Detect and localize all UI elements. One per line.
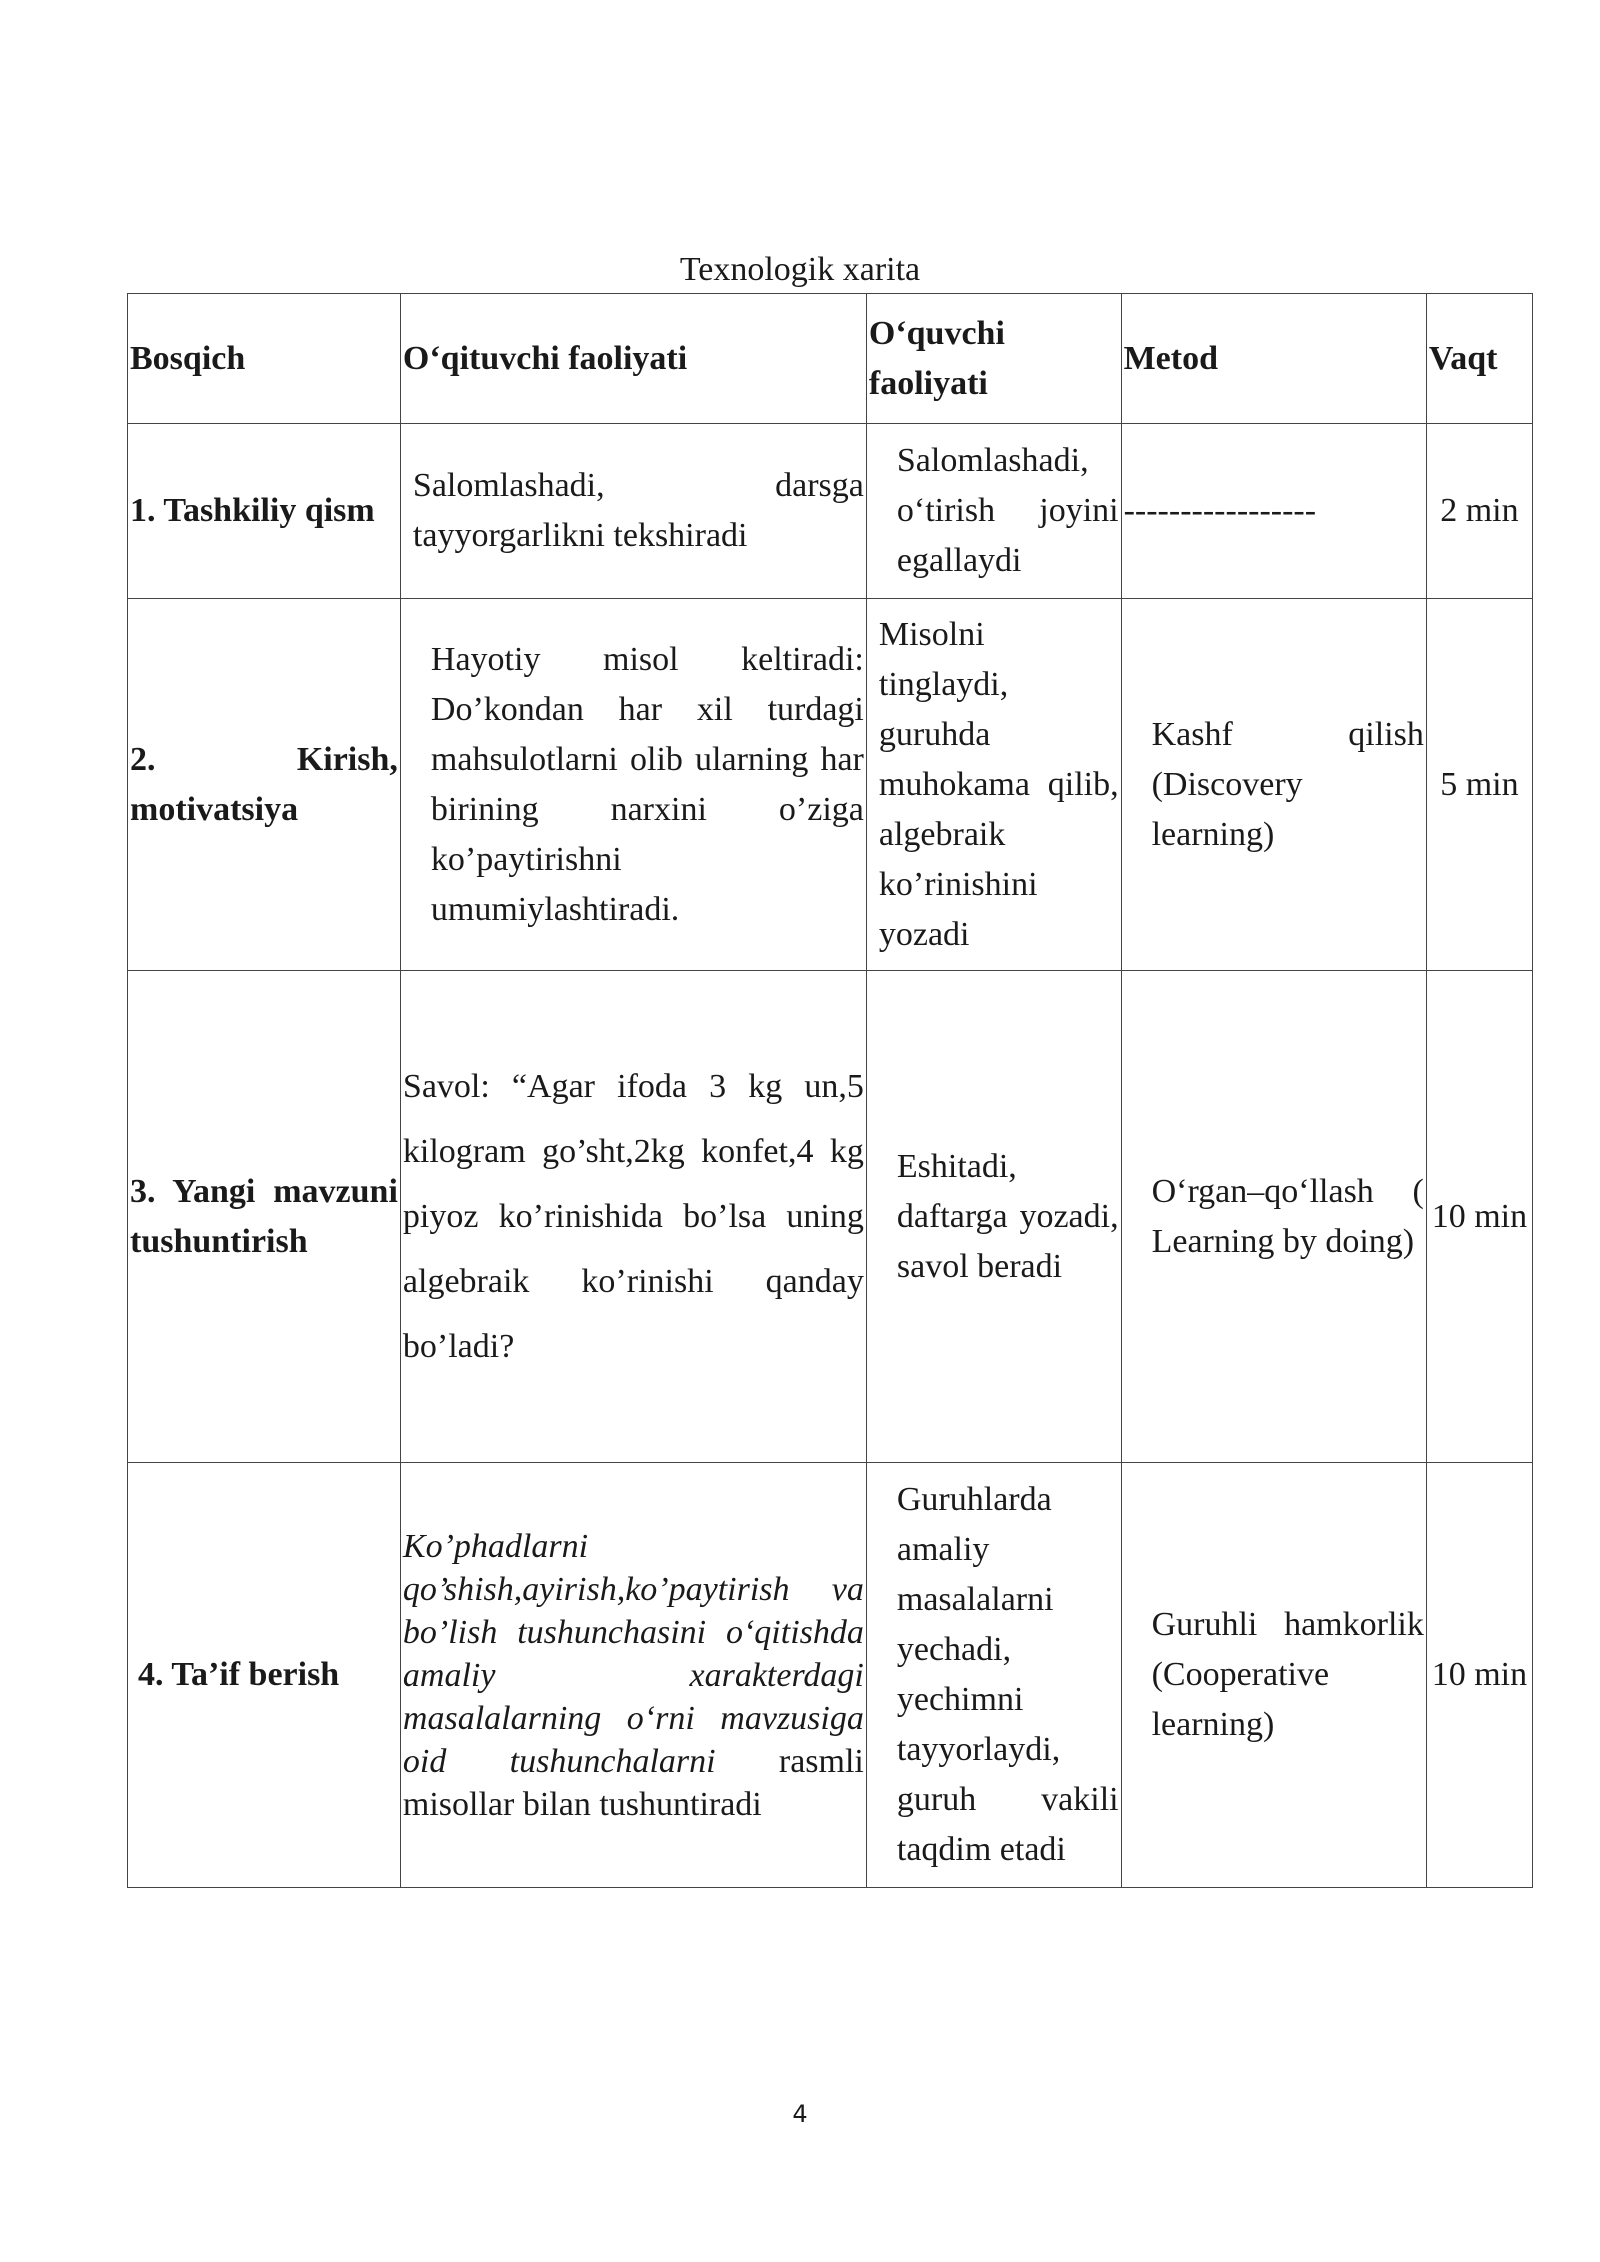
method-cell: ----------------- [1121,424,1426,599]
method-cell: Guruhli hamkorlik (Cooperative learning) [1121,1463,1426,1888]
method-cell: Kashf qilish (Discovery learning) [1121,599,1426,971]
teacher-activity-cell: Savol: “Agar ifoda 3 kg un,5 kilogram go’sht,2kg konfet,4 kg piyoz ko’rinishida bo’lsa uning algebraik ko’rinishi qanday bo’ladi? [400,971,866,1463]
page-number: 4 [792,2100,808,2128]
header-teacher-activity: O‘qituvchi faoliyati [400,294,866,424]
teacher-activity-cell: Hayotiy misol keltiradi: Do’kondan har xil turdagi mahsulotlarni olib ularning har birining narxini o’ziga ko’paytirishni umumiylashtiradi. [400,599,866,971]
page-title: Texnologik xarita [679,251,921,288]
time-cell: 10 min [1426,971,1532,1463]
teacher-activity-cell: Salomlashadi, darsga tayyorgarlikni tekshiradi [400,424,866,599]
table-row [128,599,1533,971]
student-activity-cell: Salomlashadi, o‘tirish joyini egallaydi [866,424,1121,599]
stage-cell: 1. Tashkiliy qism [128,424,401,599]
header-student-activity: O‘quvchi faoliyati [866,294,1121,424]
student-activity-cell: Eshitadi, daftarga yozadi, savol beradi [866,971,1121,1463]
table-row [128,424,1533,599]
student-activity-cell: Guruhlarda amaliy masalalarni yechadi, yechimni tayyorlaydi, guruh vakili taqdim etadi [866,1463,1121,1888]
table-row [128,971,1533,1463]
method-cell: O‘rgan–qo‘llash ( Learning by doing) [1121,971,1426,1463]
stage-cell: 4. Ta’if berish [128,1463,401,1888]
teacher-activity-italic-text: Ko’phadlarni qo’shish,ayirish,ko’paytirish va bo’lish tushunchasini o‘qitishda amaliy xarakterdagi masalalarning o‘rni mavzusiga oid tushunchalarni [402,1527,864,1780]
header-time: Vaqt [1426,294,1532,424]
time-cell: 2 min [1426,424,1532,599]
table-header-row [128,294,1533,424]
time-cell: 5 min [1426,599,1532,971]
table-row [128,1463,1533,1888]
student-activity-cell: Misolni tinglaydi, guruhda muhokama qilib, algebraik ko’rinishini yozadi [866,599,1121,971]
stage-cell: 2. Kirish, motivatsiya [128,599,401,971]
header-stage: Bosqich [128,294,401,424]
technology-map-table [127,293,1533,1888]
teacher-activity-cell [400,1463,866,1888]
header-method: Metod [1121,294,1426,424]
time-cell: 10 min [1426,1463,1532,1888]
stage-cell: 3. Yangi mavzuni tushuntirish [128,971,401,1463]
teacher-activity-plain-text: rasmli misollar bilan tushuntiradi [402,1742,864,1823]
